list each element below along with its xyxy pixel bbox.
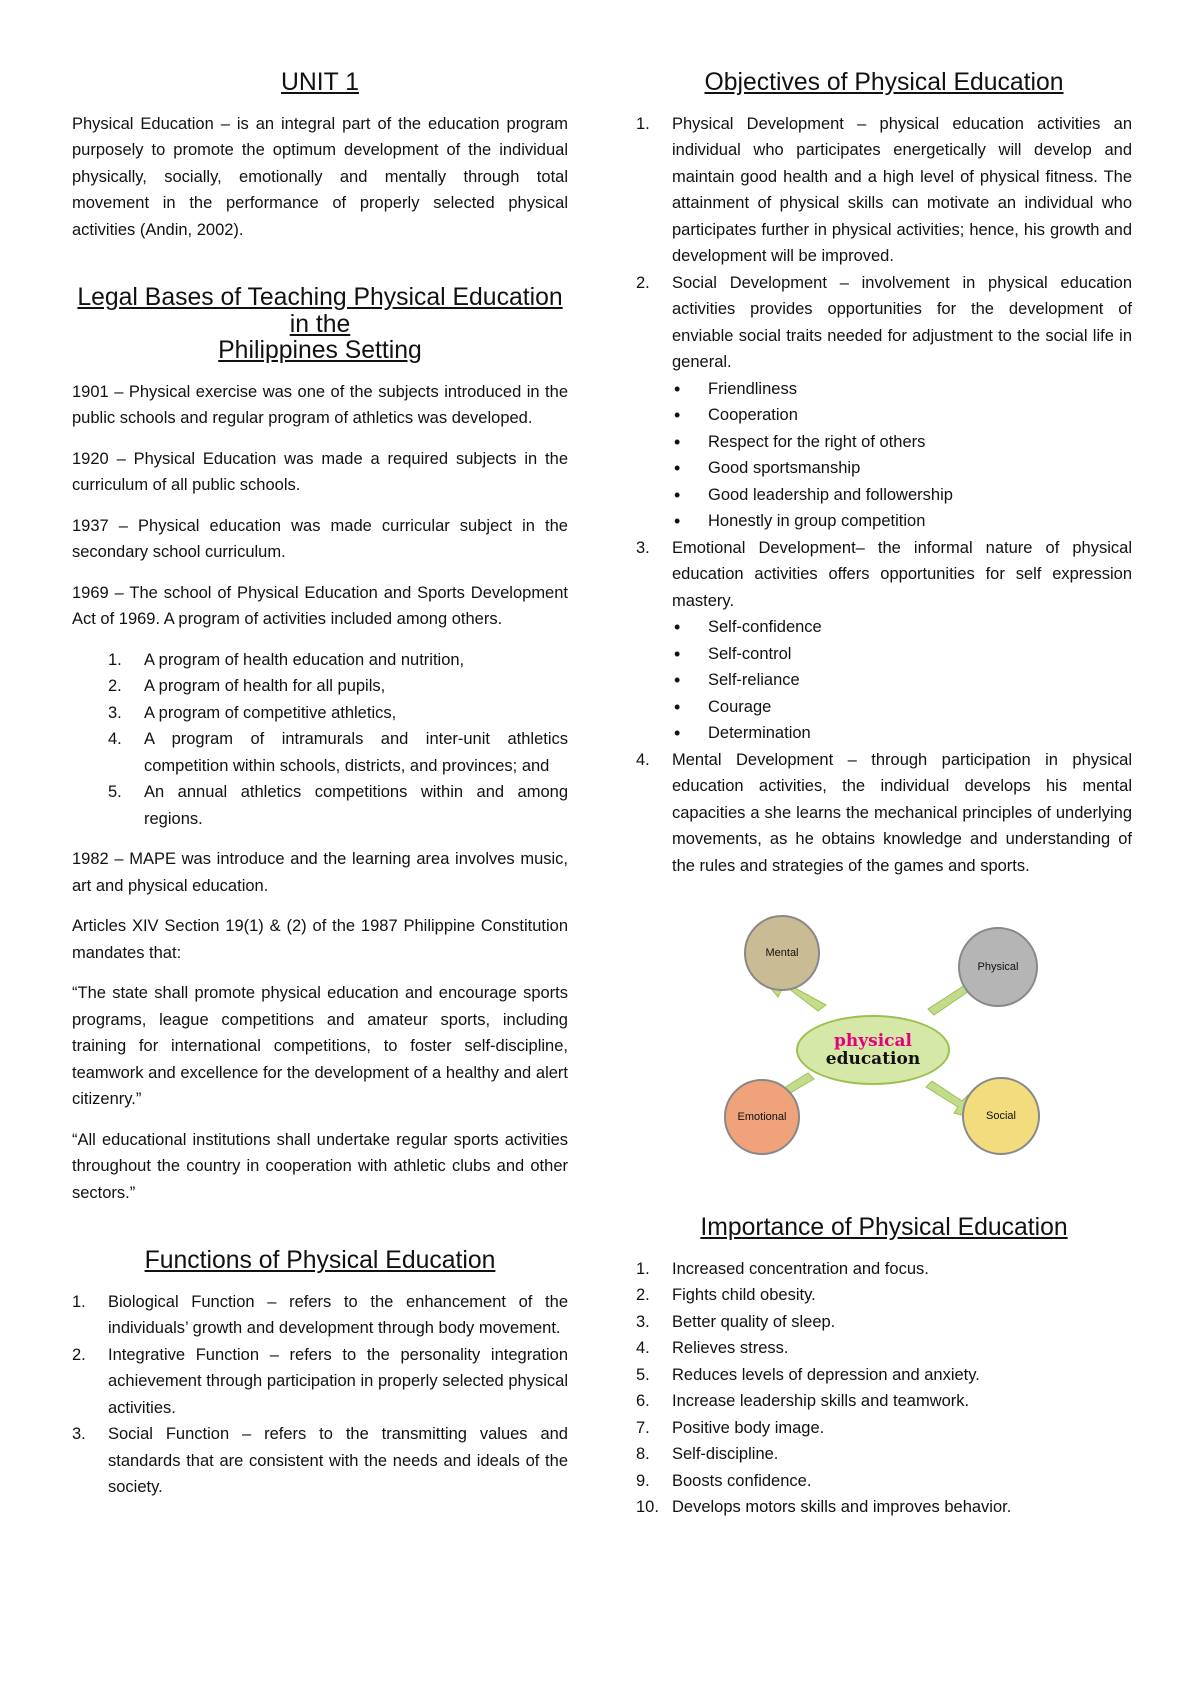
objective-emotional: 3. Emotional Development– the informal nature of physical education activities offers opportunities for self expression mastery. (636, 538, 1132, 610)
list-item: 6. Increase leadership skills and teamwork. (636, 1392, 970, 1410)
entry-1901: 1901 – Physical exercise was one of the subjects introduced in the public schools and regular program of athletics was developed. (72, 382, 568, 427)
emotional-circle: Emotional (724, 1079, 800, 1155)
pe-logo-text: physical education (825, 1031, 921, 1069)
list-item: 2. Integrative Function – refers to the personality integration achievement through participation in properly selected physical activities. (72, 1345, 568, 1417)
pe-domains-diagram (706, 915, 1066, 1185)
social-traits-list (636, 376, 1132, 535)
list-item: 10. Develops motors skills and improves behavior. (636, 1498, 1012, 1516)
list-item: 4. A program of intramurals and inter-unit athletics competition within schools, districts, and provinces; and (108, 730, 568, 775)
list-item: 3. A program of competitive athletics, (108, 703, 397, 722)
list-item: 9. Boosts confidence. (636, 1471, 812, 1490)
emotional-traits-list (636, 614, 1132, 747)
objectives-list-cont (636, 535, 1132, 615)
right-column (636, 70, 1132, 1521)
list-item: 5. Reduces levels of depression and anxiety. (636, 1365, 980, 1384)
unit-title: UNIT 1 (281, 69, 359, 96)
physical-circle: Physical (958, 927, 1038, 1007)
importance-list (636, 1256, 1132, 1521)
pe-logo-ellipse (796, 1015, 950, 1085)
entry-1982: 1982 – MAPE was introduce and the learning area involves music, art and physical education. (72, 850, 568, 895)
entry-1937: 1937 – Physical education was made curricular subject in the secondary school curriculum. (72, 516, 568, 561)
objective-physical: 1. Physical Development – physical education activities an individual who participates energetically will develop and maintain good health and a high level of physical fitness. The attainment of physical skills can motivate an individual who participates further in physical activities; hence, his growth and development will be improved. (636, 114, 1132, 265)
list-item: • Good leadership and followership (636, 482, 1132, 509)
legal-bases-heading (72, 285, 568, 365)
importance-heading: Importance of Physical Education (700, 1214, 1068, 1241)
list-item: 4. Relieves stress. (636, 1339, 789, 1357)
list-item: 8. Self-discipline. (636, 1445, 779, 1463)
list-item: • Self-reliance (636, 667, 1132, 694)
legal-heading-line1: Legal Bases of Teaching Physical Education in the (77, 284, 563, 338)
list-item: 7. Positive body image. (636, 1418, 825, 1437)
program-list (72, 647, 568, 833)
list-item: • Respect for the right of others (636, 429, 1132, 456)
list-item: • Self-confidence (636, 614, 1132, 641)
articles-text: Articles XIV Section 19(1) & (2) of the 1987 Philippine Constitution mandates that: (72, 917, 568, 962)
mental-circle: Mental (744, 915, 820, 991)
functions-heading: Functions of Physical Education (144, 1247, 496, 1274)
list-item: • Good sportsmanship (636, 455, 1132, 482)
list-item: 3. Better quality of sleep. (636, 1312, 836, 1331)
list-item: • Determination (636, 720, 1132, 747)
list-item: 3. Social Function – refers to the transmitting values and standards that are consistent with the needs and ideals of the society. (72, 1425, 568, 1496)
list-item: • Courage (636, 694, 1132, 721)
functions-list (72, 1289, 568, 1501)
list-item: 1. Increased concentration and focus. (636, 1259, 929, 1278)
objectives-list-end (636, 747, 1132, 880)
pe-definition: Physical Education – is an integral part of the education program purposely to promote the optimum development of the individual physically, socially, emotionally and mentally through total movement in the performance of properly selected physical activities (Andin, 2002). (72, 114, 568, 239)
list-item: 2. A program of health for all pupils, (108, 677, 386, 695)
list-item: • Cooperation (636, 402, 1132, 429)
list-item: 1. Biological Function – refers to the enhancement of the individuals’ growth and development through body movement. (72, 1292, 568, 1337)
objective-social: 2. Social Development – involvement in physical education activities provides opportunities for the development of enviable social traits needed for adjustment to the social life in general. (636, 273, 1132, 371)
list-item: 5. An annual athletics competitions within and among regions. (108, 783, 568, 828)
social-circle: Social (962, 1077, 1040, 1155)
left-column (72, 70, 568, 1501)
list-item: • Honestly in group competition (636, 508, 1132, 535)
list-item: 2. Fights child obesity. (636, 1286, 816, 1304)
list-item: • Friendliness (636, 376, 1132, 403)
list-item: 1. A program of health education and nutrition, (108, 650, 465, 669)
objective-mental: 4. Mental Development – through participation in physical education activities, the individual develops his mental capacities a she learns the mechanical principles of underlying movements, as he obtains knowledge and understanding of the rules and strategies of the games and sports. (636, 750, 1132, 875)
objectives-heading: Objectives of Physical Education (704, 69, 1064, 96)
entry-1969: 1969 – The school of Physical Education and Sports Development Act of 1969. A program of activities included among others. (72, 583, 568, 628)
legal-heading-line2: Philippines Setting (218, 337, 422, 364)
objectives-list (636, 111, 1132, 376)
list-item: • Self-control (636, 641, 1132, 668)
constitution-quote-2: “All educational institutions shall undertake regular sports activities throughout the country in cooperation with athletic clubs and other sectors.” (72, 1130, 568, 1202)
constitution-quote-1: “The state shall promote physical education and encourage sports programs, league competitions and amateur sports, including training for international competitions, to foster self-discipline, teamwork and excellence for the development of a healthy and alert citizenry.” (72, 984, 568, 1108)
entry-1920: 1920 – Physical Education was made a required subjects in the curriculum of all public schools. (72, 449, 568, 494)
